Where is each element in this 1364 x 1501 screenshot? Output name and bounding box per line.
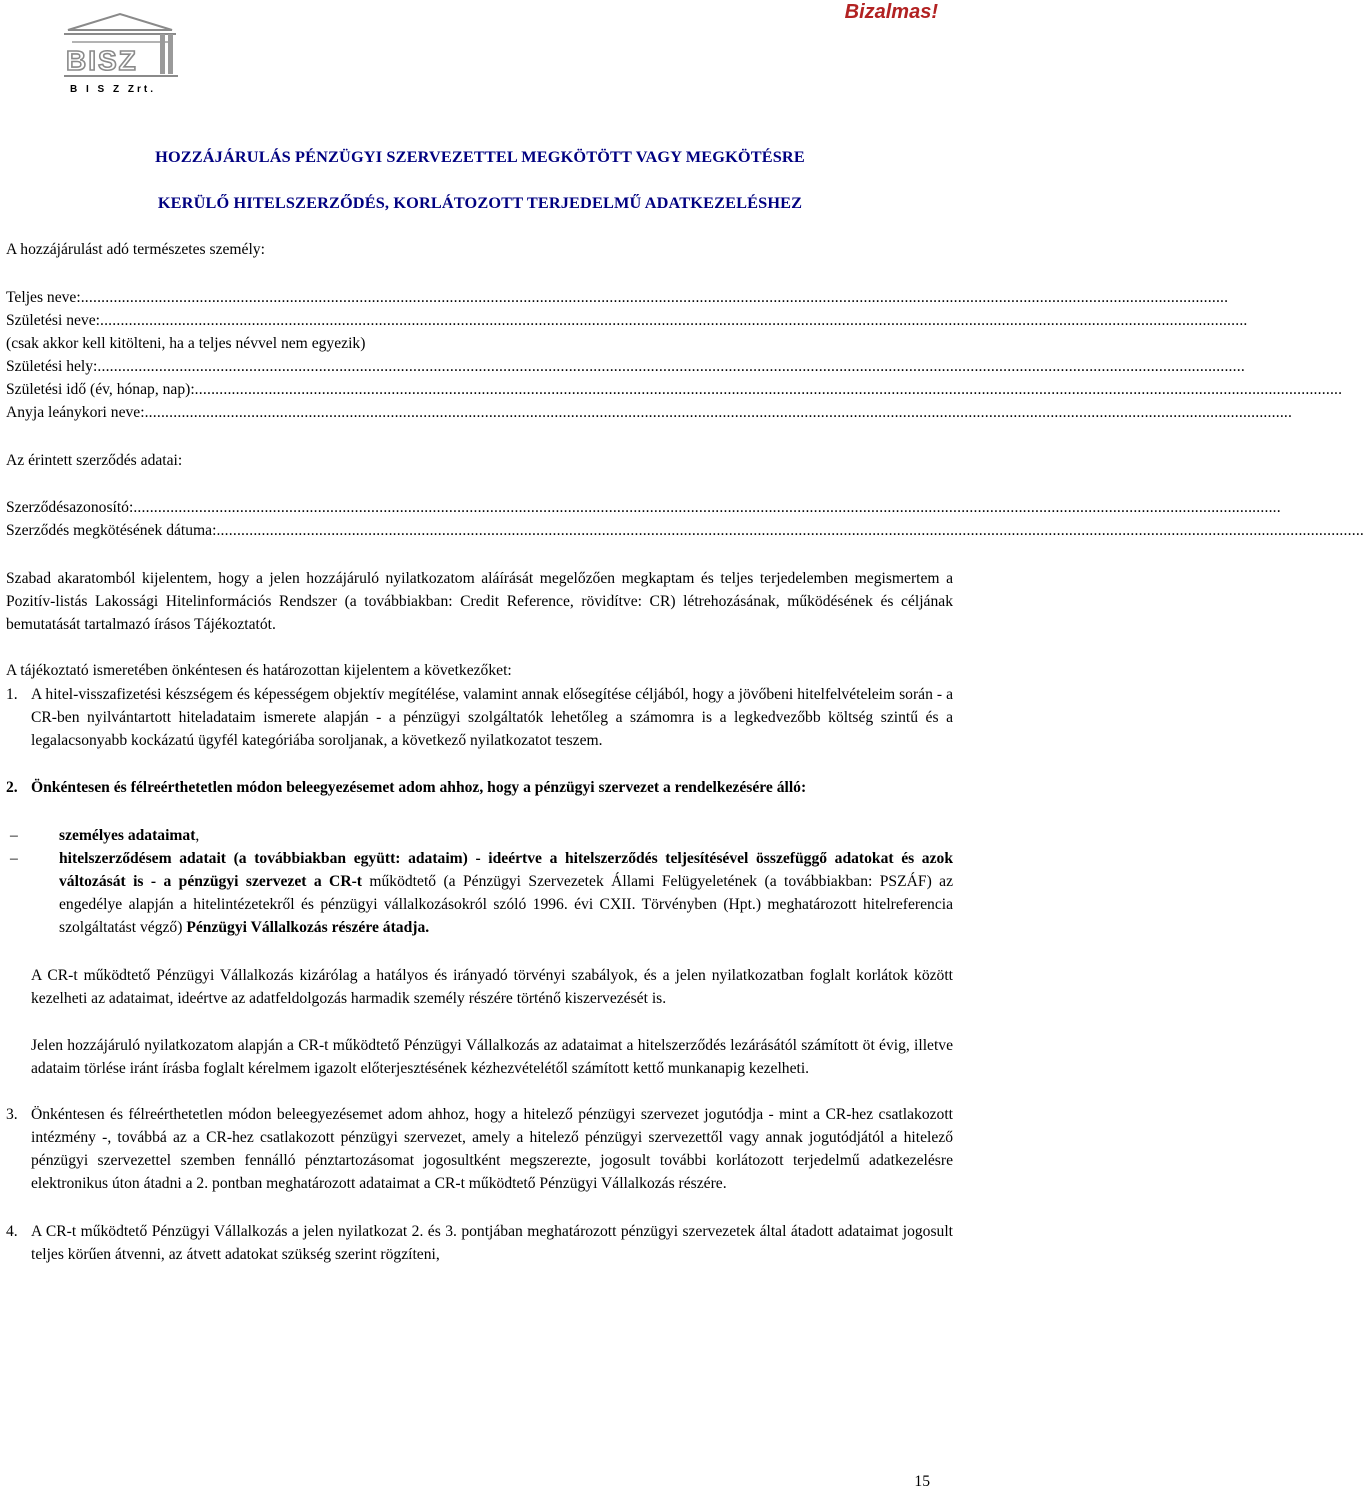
mother-name-dots: ........................................................................................................................................................................................................................................................................................ (144, 404, 1293, 421)
item-1-number: 1. (6, 686, 18, 703)
page-number: 15 (914, 1473, 930, 1490)
full-name-dots: ........................................................................................................................................................................................................................................................................................ (80, 289, 1229, 306)
bullet-2-mid: működtető (a Pénzügyi Szervezetek Állami Felügyeletének (a továbbiakban: PSZÁF) az engedélye alapján a hitelintézetekről és pénzügyi vállalkozásokról szóló 1996. évi CXII. Törvényben (Hpt.) meghatározott hitelreferencia szolgáltatást végző) (59, 873, 954, 936)
birth-name-dots: ........................................................................................................................................................................................................................................................................................ (99, 312, 1248, 329)
birth-date-label: Születési idő (év, hónap, nap): (6, 381, 195, 398)
birth-name-field[interactable] (6, 310, 1248, 332)
bullet-2-bold: hitelszerződésem adatait (a továbbiakban együtt: adataim) - ideértve a hitelszerződés teljesítésével összefüggő adatokat és azok változását is - a pénzügyi szervezet a CR-t (59, 850, 953, 890)
bullet-dash: – (10, 850, 18, 867)
document-title-line-1: HOZZÁJÁRULÁS PÉNZÜGYI SZERVEZETTEL MEGKÖTÖTT VAGY MEGKÖTÉSRE (155, 147, 805, 166)
item-2-para-1-text: A CR-t működtető Pénzügyi Vállalkozás kizárólag a hatályos és irányadó törvényi szabályok, és a jelen nyilatkozatban foglalt korlátok között kezelheti az adataimat, ideértve az adatfeldolgozás harmadik személy részére történő kiszervezését is. (31, 967, 953, 1007)
person-intro: A hozzájárulást adó természetes személy: (6, 241, 265, 258)
item-2 (6, 776, 953, 799)
bullet-dash: – (10, 827, 18, 844)
document-title-line-2: KERÜLŐ HITELSZERZŐDÉS, KORLÁTOZOTT TERJEDELMŰ ADATKEZELÉSHEZ (157, 193, 803, 212)
full-name-label: Teljes neve: (6, 289, 81, 306)
contract-id-dots: ........................................................................................................................................................................................................................................................................................ (133, 499, 1281, 516)
bullet-1-bold: személyes adataimat (59, 827, 196, 844)
mother-name-label: Anyja leánykori neve: (6, 404, 145, 421)
item-1 (6, 683, 953, 752)
contract-date-label: Szerződés megkötésének dátuma: (6, 522, 217, 539)
item-2-bullet-1 (6, 824, 953, 847)
contract-date-dots: ........................................................................................................................................................................................................................................................................................ (216, 522, 1364, 539)
birth-place-field[interactable] (6, 356, 1245, 378)
bullet-1-rest: , (195, 827, 200, 844)
birth-place-dots: ........................................................................................................................................................................................................................................................................................ (97, 358, 1245, 375)
contract-intro: Az érintett szerződés adatai: (6, 452, 183, 469)
item-2-paragraph-1 (6, 964, 953, 1010)
item-2-bullet-2 (6, 847, 953, 939)
contract-date-field[interactable] (6, 520, 1364, 542)
item-4-number: 4. (6, 1223, 18, 1240)
declaration-paragraph: Szabad akaratomból kijelentem, hogy a jelen hozzájáruló nyilatkozatom aláírását megelőzően megkaptam és teljes terjedelemben megismertem a Pozitív-listás Lakossági Hitelinformációs Rendszer (a továbbiakban: Credit Reference, rövidítve: CR) létrehozásának, működésének és céljának bemutatását tartalmazó írásos Tájékoztatót. (6, 570, 953, 633)
birth-name-label: Születési neve: (6, 312, 100, 329)
item-2-paragraph-2 (6, 1034, 953, 1080)
full-name-field[interactable] (6, 287, 1229, 309)
declaration-lead: A tájékoztató ismeretében önkéntesen és határozottan kijelentem a következőket: (6, 662, 512, 679)
confidential-label: Bizalmas! (844, 1, 938, 23)
bisz-logo (60, 12, 190, 97)
birth-place-label: Születési hely: (6, 358, 98, 375)
contract-id-label: Szerződésazonosító: (6, 499, 134, 516)
item-3-number: 3. (6, 1106, 18, 1123)
item-2-para-2-text: Jelen hozzájáruló nyilatkozatom alapján a CR-t működtető Pénzügyi Vállalkozás az adataimat a hitelszerződés lezárásától számított öt évig, illetve adataim törlése iránt írásba foglalt kérelmem igazolt előterjesztésének kézhezvételétől számított kettő munkanapig kezelheti. (31, 1037, 953, 1077)
item-1-text: A hitel-visszafizetési készségem és képességem objektív megítélése, valamint annak elősegítése céljából, hogy a jövőbeni hitelfelvételeim során - a CR-ben nyilvántartott hiteladataim ismerete alapján - a pénzügyi szolgáltatók lehetőleg a számomra is a legkedvezőbb költség szintű és a legalacsonyabb kockázatú ügyfél kategóriába soroljanak, a következő nyilatkozatot teszem. (31, 686, 953, 749)
birth-date-dots: ........................................................................................................................................................................................................................................................................................ (194, 381, 1343, 398)
item-2-text: Önkéntesen és félreérthetetlen módon beleegyezésemet adom ahhoz, hogy a pénzügyi szervezet a rendelkezésére álló: (31, 779, 807, 796)
item-3 (6, 1103, 953, 1195)
item-3-text: Önkéntesen és félreérthetetlen módon beleegyezésemet adom ahhoz, hogy a hitelező pénzügyi szervezet jogutódja - mint a CR-hez csatlakozott intézmény -, továbbá az a CR-hez csatlakozott pénzügyi szervezet, amely a hitelező pénzügyi szervezettől vagy annak jogutódjától a hitelező pénzügyi szervezettel szemben fennálló pénztartozásomat jogosultként megszerezte, jogosult további korlátozott terjedelmű adatkezelésre elektronikus úton átadni a 2. pontban meghatározott adataimat a CR-t működtető Pénzügyi Vállalkozás részére. (31, 1106, 953, 1192)
item-4 (6, 1220, 953, 1266)
item-2-number: 2. (6, 779, 18, 796)
logo-text: BISZ (66, 45, 138, 76)
item-4-text: A CR-t működtető Pénzügyi Vállalkozás a jelen nyilatkozat 2. és 3. pontjában meghatározott pénzügyi szervezetek által átadott adataimat jogosult teljes körűen átvenni, az átvett adatokat szükség szerint rögzíteni, (31, 1223, 953, 1263)
birth-date-field[interactable] (6, 379, 1343, 401)
logo-subtext: B I S Z Zrt. (70, 84, 156, 95)
contract-id-field[interactable] (6, 497, 1281, 519)
bullet-2-bold-end: Pénzügyi Vállalkozás részére átadja. (186, 919, 430, 936)
birth-name-note: (csak akkor kell kitölteni, ha a teljes névvel nem egyezik) (6, 335, 366, 352)
mother-name-field[interactable] (6, 402, 1293, 424)
